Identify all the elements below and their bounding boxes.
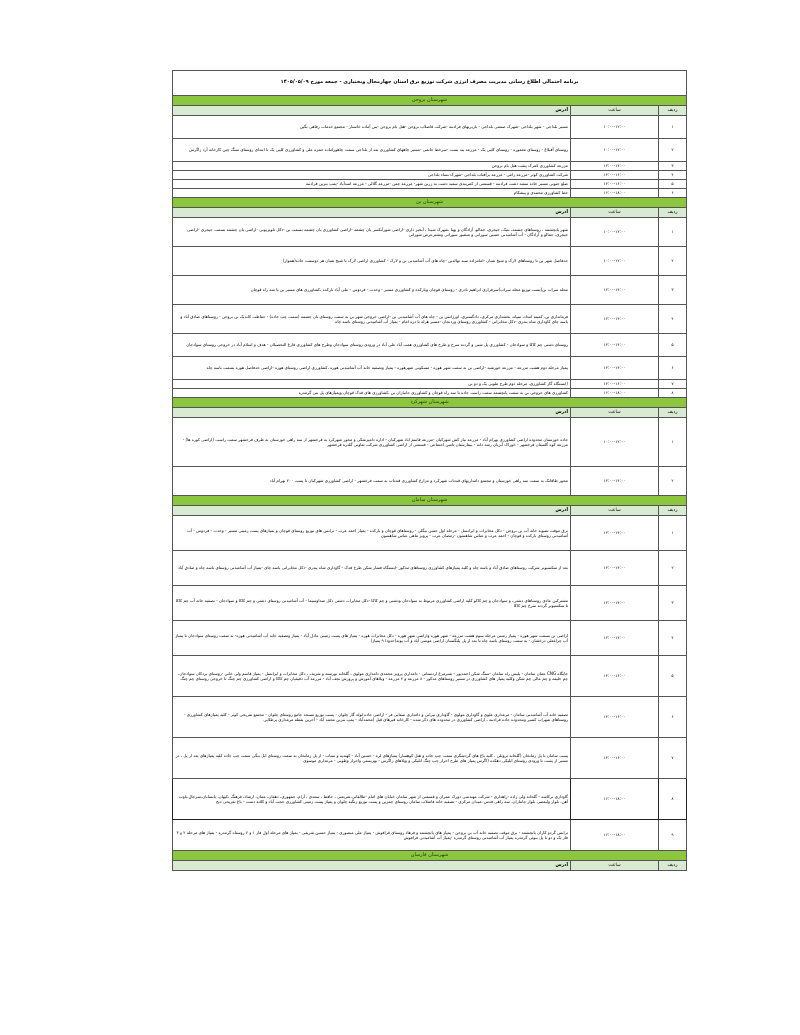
column-header-time: ساعت [571, 106, 659, 116]
row-time-slot: ۱۰:۰۰-۱۲:۰۰ [571, 247, 659, 276]
row-time-slot: ۱۲:۰۰-۱۴:۰۰ [571, 334, 659, 357]
row-index: ۱ [659, 116, 687, 139]
column-header-address: آدرس [173, 506, 571, 516]
row-index: ۳ [659, 162, 687, 171]
row-time-slot: ۱۲:۰۰-۱۴:۰۰ [571, 357, 659, 380]
row-index: ۲ [659, 139, 687, 162]
row-time-slot: ۱۶:۰۰-۱۸:۰۰ [571, 389, 659, 398]
row-index: ۲ [659, 247, 687, 276]
column-header-time: ساعت [571, 208, 659, 218]
row-index: ۴ [659, 171, 687, 180]
city-name: شهرستان بن [173, 198, 687, 208]
row-address: محله سراب بن(پست توزیع محله سراب)سرفرازی ابراهیم نادری - روستای قوچان وبارکده و کشاورزی مسیر - وحدت - فردوس - علی آباد بارکده ،کشاورزی های مسیر بن تا سه راه قوچان [173, 276, 571, 305]
table-row [173, 247, 687, 276]
city-name: شهرستان سامان [173, 496, 687, 506]
table-row [173, 116, 687, 139]
table-row [173, 656, 687, 697]
table-row [173, 697, 687, 738]
schedule-table [172, 70, 687, 871]
row-time-slot: ۱۰:۰۰-۱۲:۰۰ [571, 139, 659, 162]
row-address: مسیر بلداجی - شهر بلداجی -شهرک صنعتی بلداجی - باربریهای فرادنبه -شرکت فاضلاب بروجن -هتل بام بروجن -بنن آماده خاستار - مجتمع خدمات رفاهی نگین [173, 116, 571, 139]
table-row [173, 189, 687, 198]
row-time-slot: ۱۴:۰۰-۱۶:۰۰ [571, 180, 659, 189]
row-address: اراضی بن بسمت شهر هوره - پمپاژ زمینی مرحله سوم هشت مزرعه - شهر هوره واراضی شهر هوره - دکل مخابرات هوره - پمپاژ های پست زمینی عادل آباد - پمپاژ وتصفیه خانه آب آشامیدنی هوره- به سمت روستای سوادجان تا پمپاژ آب چراغعلی درخشان - به سمت روستای باسه چاه تا بعد از پل پلنگستان اراضی موسی آباد و آب پونه(حدودا ۹ پمپاژ) [173, 621, 571, 656]
schedule-title: برنامه احتمالی اطلاع رسانی مدیریت مصرف انرژی شرکت توزیع برق استان چهارمحال وبختیاری - جمعه مورخ ۱۴۰۵/۰۵/۰۹ [173, 71, 687, 96]
row-time-slot: ۱۰:۰۰-۱۲:۰۰ [571, 218, 659, 247]
row-time-slot: ۱۰:۰۰-۱۲:۰۰ [571, 418, 659, 467]
row-time-slot: ۱۲:۰۰-۱۴:۰۰ [571, 276, 659, 305]
row-time-slot: ۱۲:۰۰-۱۴:۰۰ [571, 551, 659, 586]
row-address: شرکت کشاورزی کوثر -مزرعه زاغی - مزرعه برآفتاب بلداجی -شهرک نساء بلداجی [173, 171, 571, 180]
table-row [173, 334, 687, 357]
table-row [173, 357, 687, 380]
table-row [173, 779, 687, 820]
city-header-row [173, 398, 687, 408]
row-time-slot: ۱۶:۰۰-۱۸:۰۰ [571, 820, 659, 851]
table-row [173, 621, 687, 656]
row-address: محور طاقانک به سمت سه راهی خوزستان و مجتمع دامداریهای قندتاب شهرکرد و مزارع کشاورزی قندتاب به سمت فرخشهر - اراضی کشاورزی شهرکیان تا پست ۲۰۰ بهرام آباد [173, 467, 571, 496]
column-header-index: ردیف [659, 408, 687, 418]
city-name: شهرستان بروجن [173, 96, 687, 106]
row-index: ۵ [659, 180, 687, 189]
column-header-index: ردیف [659, 506, 687, 516]
row-time-slot: ۱۴:۰۰-۱۶:۰۰ [571, 738, 659, 779]
row-time-slot: ۱۶:۰۰-۱۸:۰۰ [571, 189, 659, 198]
row-index: ۵ [659, 334, 687, 357]
row-index: ۸ [659, 389, 687, 398]
row-time-slot: ۱۲:۰۰-۱۴:۰۰ [571, 162, 659, 171]
city-name: شهرستان شهرکرد [173, 398, 687, 408]
column-header-time: ساعت [571, 408, 659, 418]
city-header-row [173, 851, 687, 861]
row-address: تصفیه خانه آب آشامیدنی سامان - مرغداری علوی و گاوداری مولوی - گاوداری تیرانی و دامداری صفایی فر - اراضی جاده لوله گاز چلوان - پست توزیع مسجد جامع روستای چلوان - مجتمع تفریحی کوثر - کلیه پمپاژهای کشاورزی - روستاهای شهراب کسیر ومحدوده جاده فرادنبه ، اراضی کشاورزی در محدوده های ذکر شده - کارخانه قیرهای قیل (محمدآباد - پمپ بنزین محمد آباد - آخرین نقطه مرغداری پرطلایی [173, 697, 571, 738]
row-index: ۵ [659, 656, 687, 697]
table-row [173, 516, 687, 551]
row-time-slot: ۱۲:۰۰-۱۴:۰۰ [571, 586, 659, 621]
table-row [173, 389, 687, 398]
column-header-row [173, 506, 687, 516]
row-index: ۴ [659, 305, 687, 334]
table-row [173, 551, 687, 586]
row-time-slot: ۱۶:۰۰-۱۸:۰۰ [571, 779, 659, 820]
column-header-row [173, 208, 687, 218]
column-header-index: ردیف [659, 208, 687, 218]
row-time-slot: ۱۲:۰۰-۱۴:۰۰ [571, 305, 659, 334]
row-index: ۴ [659, 621, 687, 656]
row-address: جاده خوزستان محدوده اراضی کشاورزی بهرام آباد - مزرعه نیاز کش شهرکیان -مزرعه قاسم اباد شهرکیان - اداره دامپزشکی و محور شهرکرد به فرخشهر از سه راهی خوزستان به طرف فرخشهر سمت راست (اراضی کوره ها) - مزرعه کوه گلستان فرخشهر - خوراک آبزیان رشد دانه - بیمارستان تامین اجتماعی - قسمتی از اراضی کشاورزی شرکت تعاونی گلدره فرخشهر [173, 418, 571, 467]
row-index: ۳ [659, 276, 687, 305]
row-index: ۱ [659, 516, 687, 551]
row-index: ۳ [659, 586, 687, 621]
row-address: بعد از سکسیونر شرکت روستاهای صادق آباد و باسه چاه و کلیه پمپاژهای کشاورزی روستاهای مذکور -ایستگاه فشار شکن طرح فدک - گاوداری شاه بندری -دکل مخابراتی باسه چای -پمپاژ آب آشامیدنی روستای باسه چاه و صادق آباد [173, 551, 571, 586]
row-time-slot: ۱۴:۰۰-۱۶:۰۰ [571, 380, 659, 389]
row-index: ۱ [659, 218, 687, 247]
row-time-slot: ۱۲:۰۰-۱۴:۰۰ [571, 621, 659, 656]
row-address: کشاورزی های خروجی بن به سمت یانچشمه سمت راست جاده تا سه راه قوچان و کشاورزی جانبازان بن ،کشاورزی های قدک قوچان وپمپاژهای پل بنی گرمدره [173, 389, 571, 398]
column-header-row [173, 408, 687, 418]
city-header-row [173, 496, 687, 506]
row-index: ۲ [659, 467, 687, 496]
table-row [173, 586, 687, 621]
column-header-address: آدرس [173, 861, 571, 871]
table-row [173, 738, 687, 779]
row-index: ۷ [659, 380, 687, 389]
row-address: خط کشاورزی محمدی و پیشکام [173, 189, 571, 198]
table-row [173, 380, 687, 389]
row-index: ۶ [659, 189, 687, 198]
row-address: حدفاصل شهر بن تا روستاهای لارک و شیخ شبان -امامزاده سید نهالدین -چاه های آب آشامیدنی بن و لارک - کشاورزی اراضی لارک تا شیخ شبان هر دوسمت جاده(هموار) [173, 247, 571, 276]
table-row [173, 171, 687, 180]
row-time-slot: ۱۴:۰۰-۱۶:۰۰ [571, 171, 659, 180]
table-row [173, 139, 687, 162]
row-address: فرمانداری بن، کمیته امداد، سپاه، بخشداری مرکزی، دادگستری، اورژانس بن - چاه های آب آشامیدنی بن -اراضی خروجی شهر بن به سمت روستای یان چشمه (سمت چپ جاده) - حفاظت کاندیک بن بروجن - روستاهای صادق آباد و باسه چای کاوداری شاه بندری -دکل مخابراتی - کشاورزی روستای وردنجان -مسیر هرله تا دره امام - پمپاژ آب آشامیدنی روستای باسه چاه [173, 305, 571, 334]
row-address: برق موقت تصویه خانه آب بن بروجن - دکل مخابرات و ایرانسل - مرحله اول حسن بیگلی - روستاهای قوچان و بارکده - پمپاژ احمد عرب - ترانس های توزیع روستای قوچان و پمپاژهای پست زمینی مسیر - وحدت - فردوس - آب آشامیدنی روستای بارکده و قوچان - احمد عرب و عباس شاهسون -رمضان عرب - پرویز ماهی عباس شاهسون [173, 516, 571, 551]
row-index: ۶ [659, 697, 687, 738]
table-row [173, 218, 687, 247]
row-address: شهر یانچشمه ، روستاهای چشمه، تنیک، جیجری، جمالو، آزادگان و پهنا ،شهرک شیدا ، آبخیز داری -اراضی شورآبکسر یان چشمه -اراضی کشاورزی یان چشمه بسمت بن -دکل تلویزیونی -اراضی یان چشمه بسمت جیجری -اراضی جیجری، جمالو و آزادگان - آب آشامیدنی حسین سورانی و منصور سورانی ونشترعرض سورانی [173, 218, 571, 247]
city-header-row [173, 96, 687, 106]
row-index: ۹ [659, 820, 687, 851]
row-address: روستای آقبلاغ - روستای معموره - روستای کلیی یک - مزرعه بند بست -سرخط جانمی -مسیر چاههای کشاورزی بعد از بلداجی سمت چاهوراماده حمزه علی و کشاورزی کلیی یک تا ابتدای روستای سنگ چین کارخانه آرد زاگرس [173, 139, 571, 162]
column-header-time: ساعت [571, 861, 659, 871]
row-address: ضلع جنوبی مسیر جاده سفید دشت فرادنبه - قسمتی از کمربندی سفید دشت به زرین شهر- مزرعه چمن -مزرعه گلالی - مزرعه اسدآباد -پمپ بنزین فرادنبه [173, 180, 571, 189]
table-row [173, 418, 687, 467]
row-address: جایگاه CNG عمان سامان - پلیس راه سامان -سنگ شکن احمدپور - شترمرغ اردستانی - دامداری پرویز محمدی دامداری مولوی ، گلخانه نورسته و شریف ، دکل مخابرات و ایرانسل - پمپاژ قاسم ولی خانی -روستای بردکان سوادجان، چم خلیفه و چم عالی چم شکن وکلیه پمپاژ های کشاورزی در مسیر روستاهای مذکور - ۸ مزرعه و ۴ مزرعه - ویلاهای آموزش و پرورش نجف آباد - مزرعه آب دقیقیان چم کاکا و اراضی کشاورزی چم چنگ تا خروجی روستای چم چنگ [173, 656, 571, 697]
column-header-time: ساعت [571, 506, 659, 516]
row-address: (ایستگاه گاز کشاورزی، مرحله دوم طرح طوبی یک و دو بن [173, 380, 571, 389]
table-row [173, 467, 687, 496]
column-header-index: ردیف [659, 106, 687, 116]
outage-schedule-sheet [172, 70, 687, 871]
row-index: ۸ [659, 779, 687, 820]
row-time-slot: ۱۲:۰۰-۱۴:۰۰ [571, 467, 659, 496]
table-row [173, 305, 687, 334]
column-header-index: ردیف [659, 861, 687, 871]
row-index: ۶ [659, 357, 687, 380]
title-row [173, 71, 687, 96]
table-row [173, 820, 687, 851]
row-time-slot: ۱۲:۰۰-۱۴:۰۰ [571, 516, 659, 551]
row-address: پست سامان تا پل زمانخان (گلخانه تروئلی ، کلیه باغ های گردشگری سمت چپ جاده و هتل کوهسار) پمپاژهای لره - حسین آباد - کهندیه و ستاب - از پل زمانخان به سمت روستای ابل بیگی سمت چپ جاده کلیه پمپاژهای بعد از پل ، در مسیر از پست تا ورودی روستای ابلیکی دهکده (اگرس پمپاژ های طرح احراز چپ چنگ ابلیکی و ویلاهای زاگرس - بهزیستی واحراز وطوبی - مرغداری موسوی [173, 738, 571, 779]
table-row [173, 180, 687, 189]
row-time-slot: ۱۴:۰۰-۱۶:۰۰ [571, 656, 659, 697]
city-name: شهرستان فارسان [173, 851, 687, 861]
row-address: روستای دشتی چم کاکا و سوادجان - کشاورزی پل شنی و گردنه سرخ و طرح های کشاورزی همت آباد علی آباد در ورودی روستای سوادجان وطرح های کشاورزی فارغ التحصیلان - هدف و اسلام آباد در خروجی روستای سوادجان [173, 334, 571, 357]
row-index: ۱ [659, 418, 687, 467]
row-time-slot: ۱۴:۰۰-۱۶:۰۰ [571, 697, 659, 738]
column-header-row [173, 106, 687, 116]
row-index: ۲ [659, 551, 687, 586]
city-header-row [173, 198, 687, 208]
column-header-address: آدرس [173, 208, 571, 218]
column-header-address: آدرس [173, 106, 571, 116]
row-address: ترانس گردو کاران یانچشمه - برق موقت تصفیه خانه آب بن بروجن - پمپاژ های پانچشمه و فرهاد روستای قرافوش - پمپاژ علی منصوری - پمپاژ حسین شریفی - پمپاژ های مرحله اول فاز ۱ و ۲ روستاه گرمدره - پمپاژ های مرحله ۲ و ۳ فاز یک و دو تا پل بنوئی گرمدره پمپاژ آب آشامیدنی روستای گرمدره -پمپاژ آب آشامیدنی قرافوش [173, 820, 571, 851]
table-row [173, 276, 687, 305]
row-address: گاوداری ترکاشه - گلخانه ولی زاده -راهداری - شرکت مهندسی دورک عمران و قسمتی از شهر سامان خیابان های امام -طالقانی،شریعتی ، حافظ ، سعدی ، آرام، جمهوری، دهقان، عمان، ارشاد، فرهنگ ،کیهان، بابسانان،سرچال،باوب آهن، بلوار ولیعصر، بلوار جانبازان، سه راهی قدس ،میدان مرکزی - تصفیه خانه فاضلاب سامان روستای چمزین و پست توزیع زنگنه چلوان و پمپاژ پست زمینی کشاورزی حجت آباد و کلاته دست - باغ تفریحی دنج [173, 779, 571, 820]
row-time-slot: ۱۰:۰۰-۱۲:۰۰ [571, 116, 659, 139]
row-address: پمپاژ مرحله دوم هشت مزرعه - مزرعه خورشید -اراضی بن به سمت شهر هوره - مسکونی شهرهوره - پمپاژ وتصفیه خانه آب آشامیدنی هوره ،کشاورزی اراضی روستای هوره -اراضی حدفاصل هوره بسمت باسه چاه [173, 357, 571, 380]
column-header-row [173, 861, 687, 871]
row-address: مشترکین عادی روستاهای دشتی، و سوادجان و چم کاکو کلیه اراضی کشاورزی مربوط به سوادجان ودشتی و چم کاکا -دکل مخابرات دشتی دکل صداوسیما - آب آشامیدنی روستای دشتی و چم کاکا و سوادجان - تصفیه خانه آب چم کاکا تا سکسیونر گردنه سرخ چم کاکا [173, 586, 571, 621]
column-header-address: آدرس [173, 408, 571, 418]
row-index: ۷ [659, 738, 687, 779]
table-row [173, 162, 687, 171]
row-address: مزرعه کشاورزی کمرک پشت هتل بام بروجن [173, 162, 571, 171]
